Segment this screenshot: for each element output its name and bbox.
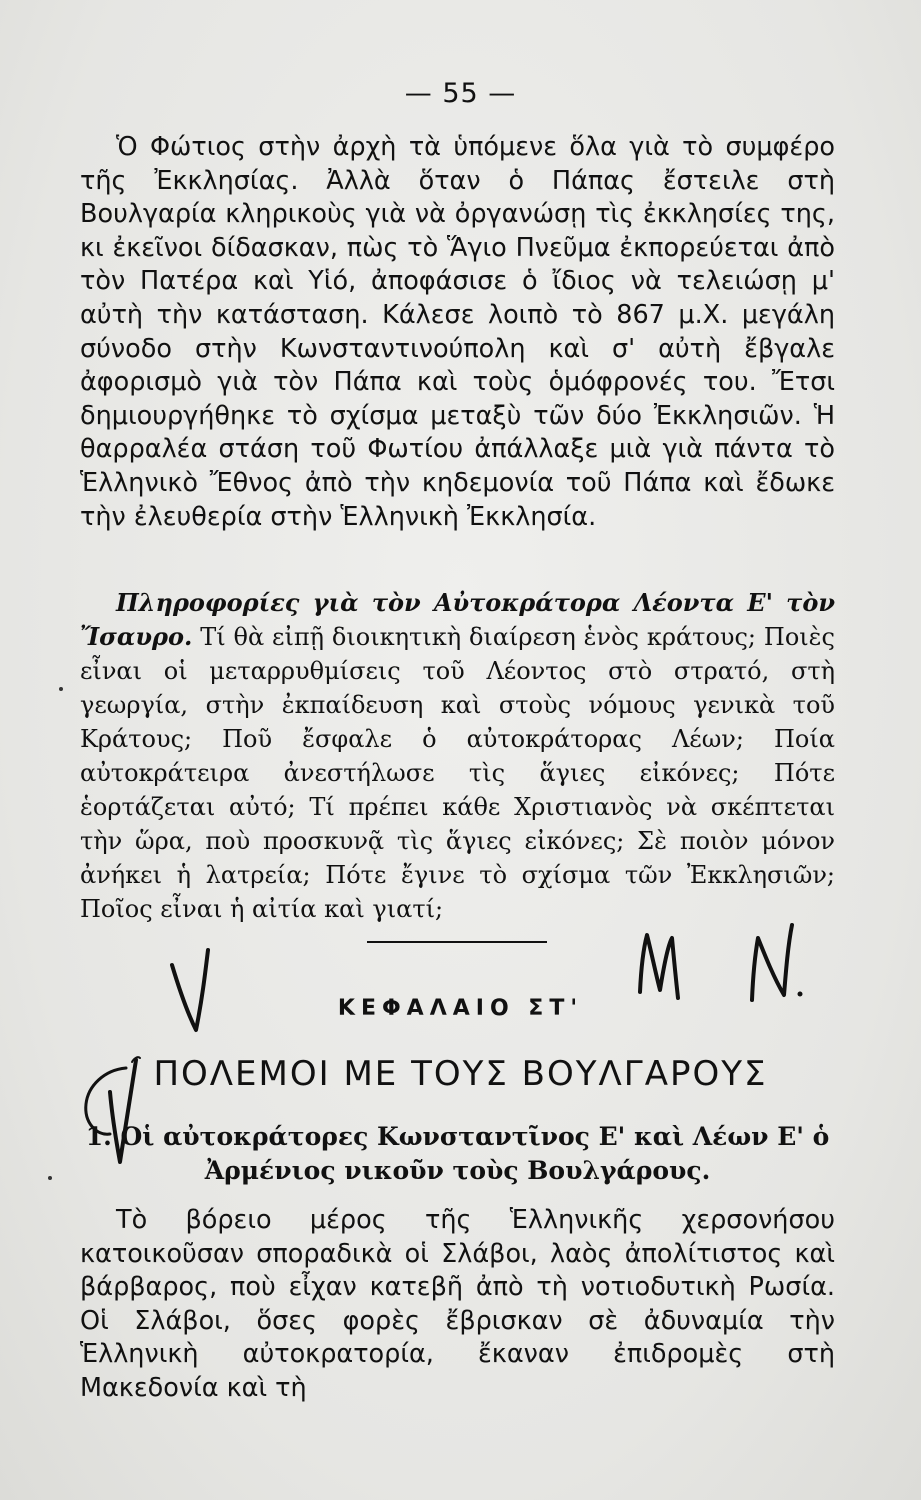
chapter-title: ΠΟΛΕΜΟΙ ΜΕ ΤΟΥΣ ΒΟΥΛΓΑΡΟΥΣ (153, 1054, 768, 1094)
margin-speck (59, 687, 63, 691)
paragraph-photios: Ὁ Φώτιος στὴν ἀρχὴ τὰ ὑπόμενε ὅλα γιὰ τὸ συμφέρο τῆς Ἐκκλησίας. Ἀλλὰ ὅταν ὁ Πάπας ἔστειλε στὴ Βουλγαρία κληρικοὺς γιὰ νὰ ὀργανώσῃ τὶς ἐκκλησίες της, κι ἐκεῖνοι δίδασκαν, πὼς τὸ Ἅγιο Πνεῦμα ἐκπορεύεται ἀπὸ τὸν Πατέρα καὶ Υἱό, ἀποφάσισε ὁ ἴδιος νὰ τελειώσῃ μ' αὐτὴ τὴν κατάσταση. Κάλεσε λοιπὸ τὸ 867 μ.Χ. μεγάλη σύνοδο στὴν Κωνσταντινούπολη καὶ σ' αὐτὴ ἔβγαλε ἀφορισμὸ γιὰ τὸν Πάπα καὶ τοὺς ὁμόφρονές του. Ἔτσι δημιουργήθηκε τὸ σχίσμα μεταξὺ τῶν δύο Ἐκκλησιῶν. Ἡ θαρραλέα στάση τοῦ Φωτίου ἀπάλλαξε μιὰ γιὰ πάντα τὸ Ἑλληνικὸ Ἔθνος ἀπὸ τὴν κηδεμονία τοῦ Πάπα καὶ ἔδωκε τὴν ἐλευθερία στὴν Ἑλληνικὴ Ἐκκλησία. (80, 132, 835, 532)
paragraph-slavs: Τὸ βόρειο μέρος τῆς Ἑλληνικῆς χερσονήσου κατοικοῦσαν σποραδικὰ οἱ Σλάβοι, λαὸς ἀπολίτιστος καὶ βάρβαρος, ποὺ εἶχαν κατεβῆ ἀπὸ τὴ νοτιοδυτικὴ Ρωσία. Οἱ Σλάβοι, ὅσες φορὲς ἔβρισκαν σὲ ἀδυναμία τὴν Ἑλληνικὴ αὐτοκρατορία, ἔκαναν ἐπιδρομὲς στὴ Μακεδονία καὶ τὴ (80, 1205, 835, 1403)
initials-signature (640, 925, 803, 1000)
page-number: — 55 — (404, 78, 517, 109)
margin-speck (48, 1176, 52, 1180)
chapter-label: ΚΕΦΑΛΑΙΟ ΣΤ' (337, 996, 584, 1021)
paragraph-questions (80, 586, 835, 926)
section-divider (367, 941, 547, 943)
section-heading: 1. Οἱ αὐτοκράτορες Κωνσταντῖνος Ε' καὶ Λέων Ε' ὁ Ἀρμένιος νικοῦν τοὺς Βουλγάρους. (85, 1122, 830, 1185)
paragraph-questions-lead: Πληροφορίες γιὰ τὸν Αὐτοκράτορα Λέοντα Ε' τὸν Ἴσαυρο. (80, 588, 835, 651)
paragraph-questions-body: Τί θὰ εἰπῇ διοικητικὴ διαίρεση ἑνὸς κράτους; Ποιὲς εἶναι οἱ μεταρρυθμίσεις τοῦ Λέοντος στὸ στρατό, στὴ γεωργία, στὴν ἐκπαίδευση καὶ στοὺς νόμους γενικὰ τοῦ Κράτους; Ποῦ ἔσφαλε ὁ αὐτοκράτορας Λέων; Ποία αὐτοκράτειρα ἀνεστήλωσε τὶς ἅγιες εἰκόνες; Πότε ἑορτάζεται αὐτό; Τί πρέπει κάθε Χριστιανὸς νὰ σκέπτεται τὴν ὥρα, ποὺ προσκυνᾷ τὶς ἅγιες εἰκόνες; Σὲ ποιὸν μόνον ἀνήκει ἡ λατρεία; Πότε ἔγινε τὸ σχίσμα τῶν Ἐκκλησιῶν; Ποῖος εἶναι ἡ αἰτία καὶ γιατί; (80, 623, 835, 923)
